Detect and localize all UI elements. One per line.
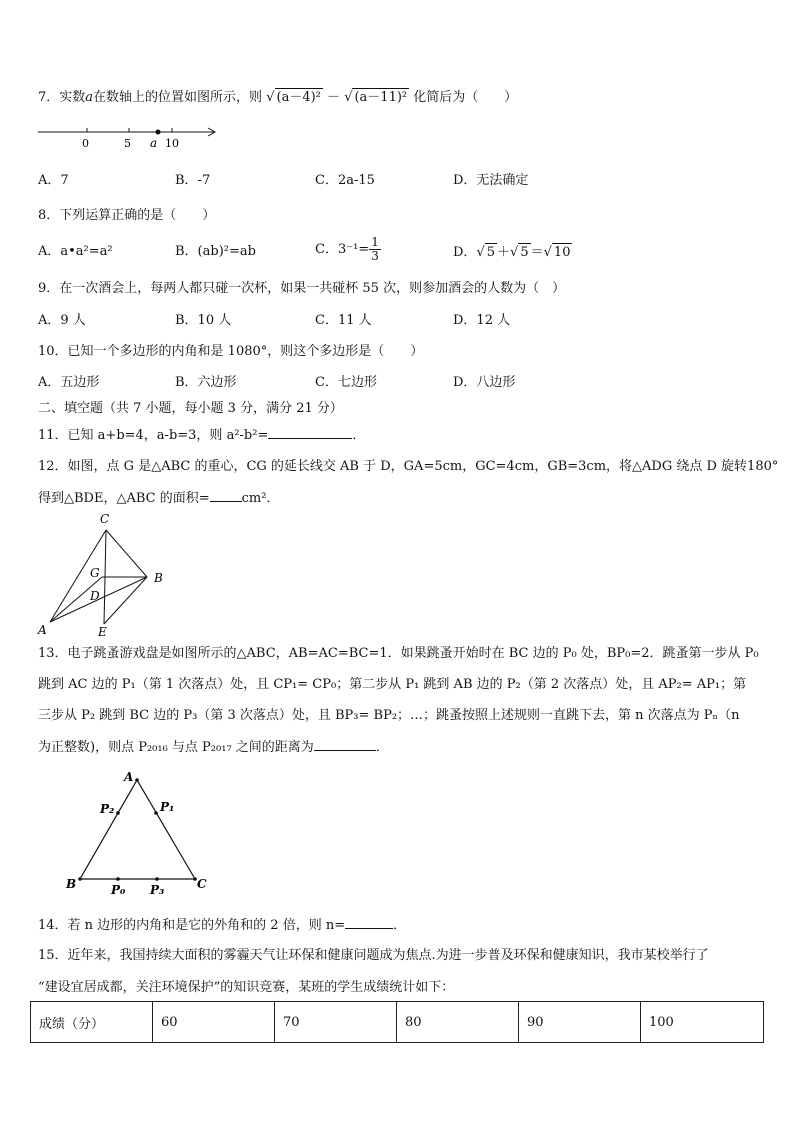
q13-label-p0: P₀ bbox=[111, 883, 126, 897]
table-cell: 60 bbox=[153, 1002, 275, 1043]
q12-label-a: A bbox=[38, 623, 47, 637]
q13-line4 bbox=[38, 738, 389, 757]
q9-option-c: C．11 人 bbox=[315, 313, 372, 328]
q12-figure bbox=[34, 510, 174, 640]
q8-c-prefix: C．3⁻¹= bbox=[315, 242, 370, 257]
q7-minus: － bbox=[327, 90, 341, 105]
q9-option-d: D．12 人 bbox=[453, 313, 511, 328]
q12-label-g: G bbox=[90, 566, 100, 580]
q11-stem bbox=[38, 426, 365, 445]
q10-stem: 10．已知一个多边形的内角和是 1080°，则这个多边形是（ ） bbox=[38, 344, 424, 359]
q13-label-p2: P₂ bbox=[100, 802, 115, 816]
q12-label-b: B bbox=[154, 571, 163, 585]
q9-option-a: A．9 人 bbox=[38, 313, 86, 328]
q8-d-eq: ＝ bbox=[530, 245, 544, 260]
q8-option-c bbox=[315, 236, 381, 263]
q7-root1-body: (a－4)² bbox=[276, 90, 321, 105]
q11-answer-blank[interactable] bbox=[268, 426, 352, 439]
q10-option-d: D．八边形 bbox=[453, 375, 516, 390]
q9-option-b: B．10 人 bbox=[175, 313, 232, 328]
q7-option-c: C．2a-15 bbox=[315, 173, 375, 188]
q13-figure bbox=[62, 768, 222, 898]
q10-option-a: A．五边形 bbox=[38, 375, 100, 390]
table-cell: 70 bbox=[275, 1002, 397, 1043]
q7-var: a bbox=[85, 90, 94, 105]
axis-label-5: 5 bbox=[124, 137, 131, 150]
q13-label-p3: P₃ bbox=[150, 883, 165, 897]
q13-label-b: B bbox=[66, 877, 77, 891]
q8-stem: 8．下列运算正确的是（ ） bbox=[38, 208, 216, 223]
q14-text: 14．若 n 边形的内角和是它的外角和的 2 倍，则 n= bbox=[38, 918, 346, 933]
section-heading: 二、填空题（共 7 小题，每小题 3 分，满分 21 分） bbox=[38, 401, 343, 416]
table-cell: 90 bbox=[519, 1002, 641, 1043]
q8-d-plus: ＋ bbox=[497, 245, 511, 260]
q8-d-root1: 5 bbox=[486, 245, 496, 260]
q7-root2: √ (a－11)² bbox=[344, 90, 408, 105]
q7-root2-body: (a－11)² bbox=[354, 90, 408, 105]
q13-label-p1: P₁ bbox=[160, 800, 175, 814]
q12-line1: 12．如图，点 G 是△ABC 的重心，CG 的延长线交 AB 于 D，GA=5cm，GC=4cm，GB=3cm，将△ADG 绕点 D 旋转180° bbox=[38, 459, 779, 474]
q14-end: ． bbox=[393, 918, 407, 933]
q13-line2: 跳到 AC 边的 P₁（第 1 次落点）处，且 CP₁= CP₀；第二步从 P₁ 跳到 AB 边的 P₂（第 2 次落点）处，且 AP₂= AP₁；第 bbox=[38, 677, 747, 692]
q14-answer-blank[interactable] bbox=[345, 916, 393, 929]
axis-label-a: a bbox=[150, 136, 158, 150]
q7-root1: √ (a－4)² bbox=[266, 90, 321, 105]
q15-line1: 15．近年来，我国持续大面积的雾霾天气让环保和健康问题成为焦点.为进一步普及环保和健康知识，我市某校举行了 bbox=[38, 948, 709, 963]
q7-stem bbox=[38, 88, 517, 107]
axis-label-0: 0 bbox=[82, 137, 89, 150]
q8-d-prefix: D． bbox=[453, 245, 477, 260]
q10-option-c: C．七边形 bbox=[315, 375, 377, 390]
q13-suffix: ． bbox=[375, 740, 389, 755]
q12-label-d: D bbox=[90, 589, 100, 603]
q10-option-b: B．六边形 bbox=[175, 375, 237, 390]
q15-score-table bbox=[30, 1001, 764, 1043]
q8-option-d: D．√ 5 ＋√ 5 ＝√ 10 bbox=[453, 245, 571, 260]
q12-label-c: C bbox=[100, 512, 110, 526]
table-cell: 80 bbox=[397, 1002, 519, 1043]
q13-prefix: 为正整数)，则点 P₂₀₁₆ 与点 P₂₀₁₇ 之间的距离为 bbox=[38, 740, 314, 755]
q12-line2 bbox=[38, 489, 279, 508]
q7-number-line bbox=[36, 120, 226, 152]
q8-c-fraction bbox=[369, 236, 381, 263]
table-row bbox=[31, 1002, 764, 1043]
q12-label-e: E bbox=[98, 625, 107, 639]
q7-option-d: D．无法确定 bbox=[453, 173, 529, 188]
q7-middle: 在数轴上的位置如图所示，则 bbox=[93, 90, 263, 105]
q13-label-a: A bbox=[124, 770, 134, 784]
q12-answer-blank[interactable] bbox=[210, 489, 242, 502]
q8-option-b: B．(ab)²=ab bbox=[175, 244, 256, 259]
q7-option-b: B．-7 bbox=[175, 173, 211, 188]
q13-line3: 三步从 P₂ 跳到 BC 边的 P₃（第 3 次落点）处，且 BP₃= BP₂；…；跳蚤按照上述规则一直跳下去，第 n 次落点为 Pₙ（n bbox=[38, 708, 740, 723]
table-cell: 100 bbox=[641, 1002, 764, 1043]
q13-line1: 13．电子跳蚤游戏盘是如图所示的△ABC，AB=AC=BC=1．如果跳蚤开始时在 BC 边的 P₀ 处，BP₀=2．跳蚤第一步从 P₀ bbox=[38, 646, 759, 661]
q8-c-den: 3 bbox=[371, 249, 379, 263]
q7-prefix: 7．实数 bbox=[38, 90, 86, 105]
q13-label-c: C bbox=[197, 877, 207, 891]
q8-d-root3: 10 bbox=[553, 245, 571, 260]
q11-text: 11．已知 a+b=4，a-b=3，则 a²-b²= bbox=[38, 428, 269, 443]
q8-option-a: A．a•a²=a² bbox=[38, 244, 113, 259]
q13-answer-blank[interactable] bbox=[314, 738, 376, 751]
q11-end: ． bbox=[352, 428, 366, 443]
q12-suffix: cm²． bbox=[241, 491, 280, 506]
q12-prefix: 得到△BDE，△ABC 的面积= bbox=[38, 491, 210, 506]
q9-stem: 9．在一次酒会上，每两人都只碰一次杯，如果一共碰杯 55 次，则参加酒会的人数为（ ） bbox=[38, 281, 566, 296]
table-cell: 成绩（分） bbox=[31, 1002, 153, 1043]
axis-label-10: 10 bbox=[165, 137, 179, 150]
q8-c-num: 1 bbox=[371, 235, 379, 249]
q8-d-root2: 5 bbox=[520, 245, 529, 260]
q15-line2: “建设宜居成都，关注环境保护”的知识竞赛，某班的学生成绩统计如下： bbox=[38, 980, 455, 995]
q7-option-a: A．7 bbox=[38, 173, 69, 188]
q7-suffix: 化简后为（ ） bbox=[413, 90, 518, 105]
q14-stem bbox=[38, 916, 406, 935]
